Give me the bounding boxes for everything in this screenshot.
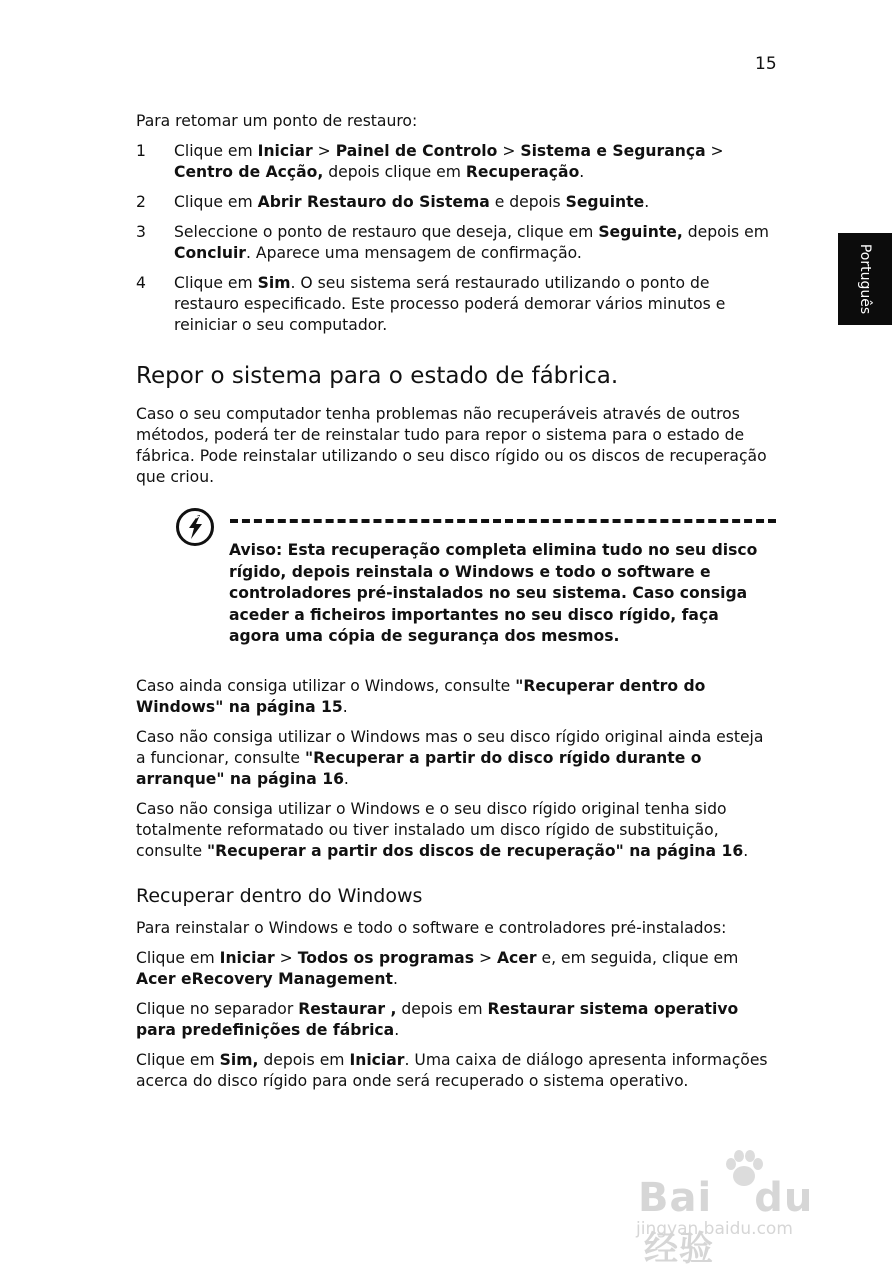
language-label: Português	[857, 243, 874, 315]
instruction-paragraph: Clique em Sim, depois em Iniciar. Uma caixa de diálogo apresenta informações acerca do disco rígido para onde será recuperado o sistema operativo.	[136, 1051, 768, 1090]
step-number: 2	[136, 193, 146, 211]
page-content	[136, 111, 776, 1101]
step-item: 1 Clique em Iniciar > Painel de Controlo > Sistema e Segurança > Centro de Acção, depois clique em Recuperação.	[136, 142, 724, 181]
language-side-tab	[838, 233, 892, 325]
step-item: 3 Seleccione o ponto de restauro que deseja, clique em Seguinte, depois em Concluir. Aparece uma mensagem de confirmação.	[136, 223, 769, 262]
section-paragraph: Caso o seu computador tenha problemas não recuperáveis através de outros métodos, poderá ter de reinstalar tudo para repor o sistema para o estado de fábrica. Pode reinstalar utilizando o seu disco rígido ou os discos de recuperação que criou.	[136, 405, 767, 486]
warning-box	[136, 510, 776, 650]
warning-lightning-icon	[176, 508, 214, 546]
step-number: 1	[136, 142, 146, 160]
case-paragraph: Caso não consiga utilizar o Windows e o seu disco rígido original tenha sido totalmente reformatado ou tiver instalado um disco rígido de substituição, consulte "Recuperar a partir dos discos de recuperação" na página 16.	[136, 800, 749, 860]
case-paragraph: Caso não consiga utilizar o Windows mas o seu disco rígido original ainda esteja a funcionar, consulte "Recuperar a partir do disco rígido durante o arranque" na página 16.	[136, 728, 764, 788]
instruction-paragraph: Clique em Iniciar > Todos os programas > Acer e, em seguida, clique em Acer eRecovery Management.	[136, 949, 739, 988]
step-number: 3	[136, 223, 146, 241]
step-number: 4	[136, 274, 146, 292]
watermark-url: jingyan.baidu.com	[636, 1219, 793, 1239]
step-item: 4 Clique em Sim. O seu sistema será restaurado utilizando o ponto de restauro especificado. Este processo poderá demorar vários minutos e reiniciar o seu computador.	[136, 274, 726, 334]
cross-reference-link[interactable]: "Recuperar dentro do Windows" na página 15	[136, 677, 706, 716]
cross-reference-link[interactable]: "Recuperar a partir do disco rígido durante o arranque" na página 16	[136, 749, 702, 788]
baidu-watermark	[636, 1149, 846, 1269]
instruction-paragraph: Clique no separador Restaurar , depois em Restaurar sistema operativo para predefinições de fábrica.	[136, 1000, 739, 1039]
watermark-brand: Bai du经验	[638, 1175, 814, 1269]
section-title: Repor o sistema para o estado de fábrica.	[136, 363, 619, 389]
subsection-intro: Para reinstalar o Windows e todo o software e controladores pré-instalados:	[136, 919, 727, 937]
subsection-title: Recuperar dentro do Windows	[136, 885, 423, 907]
case-paragraph: Caso ainda consiga utilizar o Windows, consulte "Recuperar dentro do Windows" na página 15.	[136, 677, 706, 716]
restore-steps-list	[136, 141, 776, 336]
step-item: 2 Clique em Abrir Restauro do Sistema e depois Seguinte.	[136, 193, 650, 211]
warning-text: Aviso: Esta recuperação completa elimina tudo no seu disco rígido, depois reinstala o Windows e todo o software e controladores pré-instalados no seu sistema. Caso consiga aceder a ficheiros importantes no seu disco rígido, faça agora uma cópia de segurança dos mesmos.	[229, 541, 758, 645]
page-number: 15	[755, 54, 777, 74]
intro-text: Para retomar um ponto de restauro:	[136, 112, 418, 130]
warning-dashed-divider	[230, 519, 776, 523]
cross-reference-link[interactable]: "Recuperar a partir dos discos de recuperação" na página 16	[207, 842, 744, 860]
